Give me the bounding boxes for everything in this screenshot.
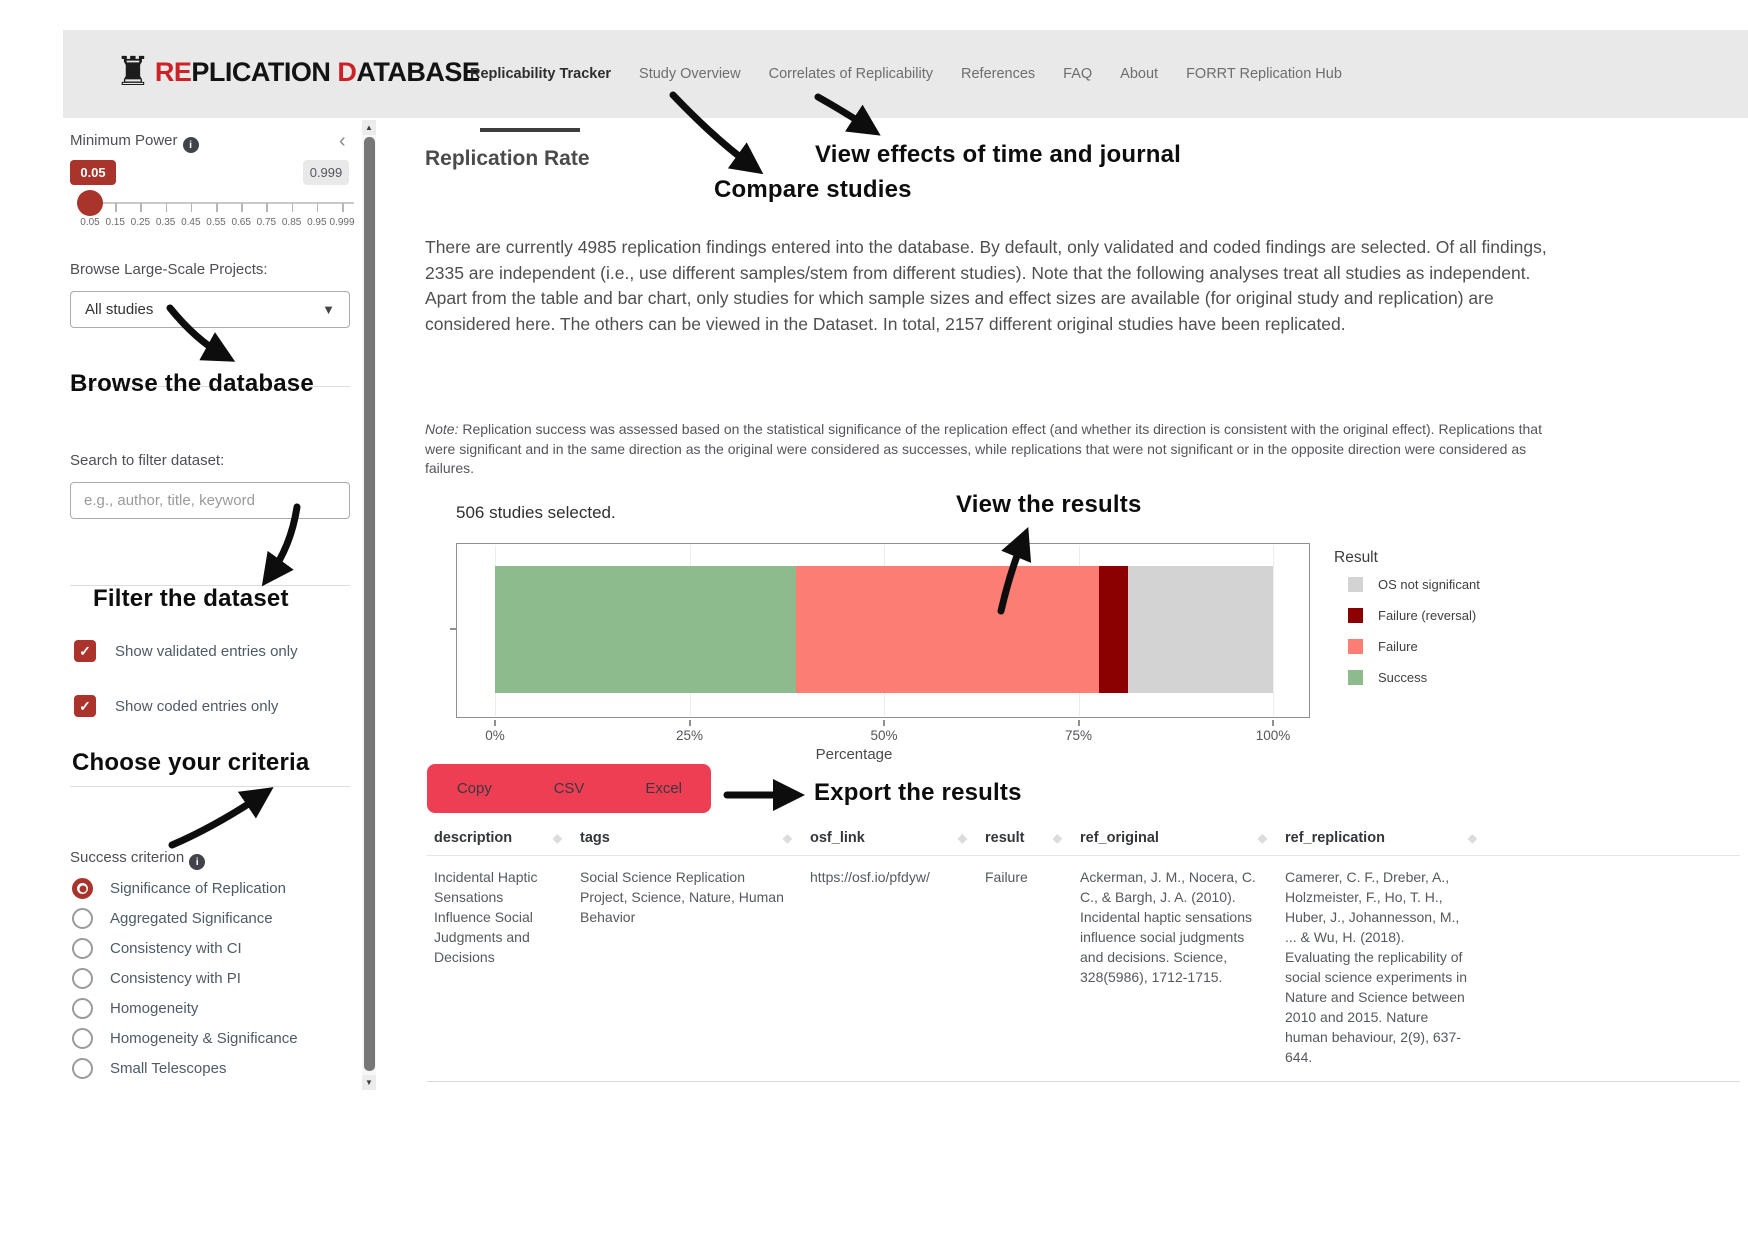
- sort-icon: ◆: [957, 831, 967, 845]
- gridline: [1273, 545, 1274, 716]
- slider-tick-label: 0.999: [329, 217, 355, 228]
- x-tick-label: 0%: [485, 728, 505, 743]
- slider-tick: [166, 203, 168, 212]
- browse-projects-label: Browse Large-Scale Projects:: [70, 261, 268, 278]
- checkbox-checked-icon: ✓: [74, 640, 96, 662]
- cell-description: Incidental Haptic Sensations Influence Social Judgments and Decisions: [434, 869, 538, 965]
- castle-rook-icon: ♜: [115, 50, 151, 94]
- legend-swatch-pink: [1348, 639, 1363, 654]
- sort-icon: ◆: [1257, 831, 1267, 845]
- bar-segment-success: [495, 566, 796, 693]
- x-tick-label: 75%: [1064, 728, 1093, 743]
- axis-tick: [1078, 720, 1080, 726]
- checkbox-coded-entries[interactable]: ✓ Show coded entries only: [74, 695, 278, 717]
- radio-icon: [72, 1028, 93, 1049]
- radio-icon: [72, 968, 93, 989]
- cell-ref-original: Ackerman, J. M., Nocera, C. C., & Bargh, J. A. (2010). Incidental haptic sensations influence social judgments and decisions. Science, 328(5986), 1712-1715.: [1080, 869, 1256, 985]
- main-nav: [470, 30, 1342, 118]
- x-tick-label: 50%: [870, 728, 898, 743]
- sort-icon: ◆: [782, 831, 792, 845]
- annotation-choose-criteria: Choose your criteria: [72, 749, 310, 776]
- radio-homogeneity[interactable]: Homogeneity: [72, 998, 298, 1019]
- legend-title: Result: [1334, 549, 1378, 566]
- slider-tick: [292, 203, 294, 212]
- cell-ref-replication: Camerer, C. F., Dreber, A., Holzmeister, F., Ho, T. H., Huber, J., Johannesson, M., ... & Wu, H. (2018). Evaluating the replicability of social science experiments in Nature and Science between 2010 and 2015. Nature human behaviour, 2(9), 637-644.: [1285, 869, 1468, 1065]
- projects-dropdown-value: All studies: [85, 301, 154, 318]
- info-icon[interactable]: i: [183, 137, 199, 153]
- cell-osf-link[interactable]: https://osf.io/pfdyw/: [810, 869, 930, 885]
- chart-plot-area: [485, 545, 1291, 743]
- filter-sidebar: [63, 118, 363, 1240]
- logo-text: REPLICATION DATABASE: [154, 56, 480, 87]
- radio-small-telescopes[interactable]: Small Telescopes: [72, 1058, 298, 1079]
- minimum-power-label: Minimum Power i: [70, 132, 199, 153]
- chevron-down-icon: ▼: [322, 302, 335, 317]
- sidebar-scrollbar[interactable]: [362, 120, 376, 1090]
- bar-segment-failure-reversal-: [1099, 566, 1128, 693]
- note-label: Note:: [425, 421, 459, 437]
- table-header-row: [427, 820, 1740, 856]
- success-criterion-label: Success criterion i: [70, 849, 205, 870]
- csv-button[interactable]: CSV: [522, 764, 617, 813]
- radio-icon: [72, 998, 93, 1019]
- collapse-sidebar-icon[interactable]: ‹: [339, 130, 346, 152]
- radio-aggregated-significance[interactable]: Aggregated Significance: [72, 908, 298, 929]
- minimum-power-slider[interactable]: [70, 190, 354, 230]
- slider-tick-label: 0.85: [281, 217, 302, 228]
- scroll-up-icon[interactable]: ▲: [362, 120, 376, 135]
- column-header-tags[interactable]: tags ◆: [580, 830, 792, 846]
- radio-consistency-pi[interactable]: Consistency with PI: [72, 968, 298, 989]
- annotation-browse-database: Browse the database: [70, 370, 314, 397]
- nav-tab-faq[interactable]: FAQ: [1063, 66, 1093, 82]
- slider-handle[interactable]: [77, 190, 103, 216]
- slider-tick: [266, 203, 268, 212]
- column-header-result[interactable]: result ◆: [985, 830, 1062, 846]
- legend-swatch-gray: [1348, 577, 1363, 592]
- slider-tick-label: 0.05: [80, 217, 100, 228]
- annotation-export-results: Export the results: [814, 779, 1022, 806]
- radio-icon: [72, 938, 93, 959]
- x-axis-title: Percentage: [815, 746, 893, 763]
- max-power-value-badge: 0.999: [303, 160, 349, 185]
- logo[interactable]: [115, 52, 479, 92]
- nav-tab-forrt-hub[interactable]: FORRT Replication Hub: [1186, 66, 1342, 82]
- search-input[interactable]: [70, 482, 350, 519]
- chart-legend: [1334, 549, 1480, 701]
- slider-tick: [317, 203, 319, 212]
- cell-tags: Social Science Replication Project, Science, Nature, Human Behavior: [580, 869, 784, 925]
- nav-tab-references[interactable]: References: [961, 66, 1036, 82]
- axis-tick: [1272, 720, 1274, 726]
- slider-tick-label: 0.75: [256, 217, 277, 228]
- radio-homogeneity-significance[interactable]: Homogeneity & Significance: [72, 1028, 298, 1049]
- slider-tick-label: 0.25: [130, 217, 151, 228]
- legend-item-failure: Failure: [1348, 639, 1480, 654]
- slider-tick-label: 0.15: [105, 217, 125, 228]
- bar-segment-os-not-significant: [1128, 566, 1273, 693]
- slider-tick: [342, 203, 344, 212]
- annotation-compare-studies: Compare studies: [714, 176, 912, 203]
- slider-tick: [216, 203, 218, 212]
- legend-swatch-green: [1348, 670, 1363, 685]
- slider-track[interactable]: [84, 202, 354, 204]
- search-filter-label: Search to filter dataset:: [70, 452, 225, 469]
- axis-tick: [494, 720, 496, 726]
- nav-tab-replicability-tracker[interactable]: Replicability Tracker: [470, 66, 612, 82]
- page-title: Replication Rate: [425, 147, 590, 170]
- sort-icon: ◆: [552, 831, 562, 845]
- nav-tab-study-overview[interactable]: Study Overview: [639, 66, 741, 82]
- replication-rate-chart: [456, 543, 1310, 743]
- column-header-description[interactable]: description ◆: [434, 830, 562, 846]
- slider-tick-label: 0.65: [231, 217, 251, 228]
- info-icon[interactable]: i: [189, 854, 205, 870]
- bar-segment-failure: [796, 566, 1099, 693]
- projects-dropdown[interactable]: [70, 291, 350, 328]
- active-tab-underline: [480, 128, 580, 132]
- results-table: [427, 820, 1740, 1082]
- y-axis-tick: [450, 628, 457, 630]
- scrollbar-thumb[interactable]: [364, 137, 375, 1071]
- radio-consistency-ci[interactable]: Consistency with CI: [72, 938, 298, 959]
- sort-icon: ◆: [1052, 831, 1062, 845]
- stacked-bar: [495, 566, 1273, 693]
- checkbox-checked-icon: ✓: [74, 695, 96, 717]
- header-bar: [63, 30, 1748, 118]
- sort-icon: ◆: [1467, 831, 1477, 845]
- table-row: [427, 856, 1740, 1082]
- x-tick-label: 25%: [675, 728, 704, 743]
- excel-button[interactable]: Excel: [616, 764, 711, 813]
- axis-tick: [883, 720, 885, 726]
- radio-selected-icon: [72, 878, 93, 899]
- export-button-group: [427, 764, 711, 813]
- annotation-view-results: View the results: [956, 491, 1142, 518]
- radio-icon: [72, 1058, 93, 1079]
- intro-paragraph: There are currently 4985 replication findings entered into the database. By default, only validated and coded findings are selected. Of all findings, 2335 are independent (i.e., use different samples/stem from different studies). Note that the following analyses treat all studies as independent. Apart from the table and bar chart, only studies for which sample sizes and effect sizes are available (for original study and replication) are considered here. The others can be viewed in the Dataset. In total, 2157 different original studies have been replicated.: [425, 237, 1547, 334]
- slider-tick-label: 0.45: [181, 217, 201, 228]
- annotation-filter-dataset: Filter the dataset: [93, 585, 289, 612]
- slider-tick-label: 0.35: [155, 217, 176, 228]
- slider-tick: [115, 203, 117, 212]
- sidebar-divider: [70, 786, 350, 787]
- radio-significance-of-replication[interactable]: Significance of Replication: [72, 878, 298, 899]
- radio-icon: [72, 908, 93, 929]
- x-tick-label: 100%: [1255, 728, 1291, 743]
- slider-tick-label: 0.55: [206, 217, 226, 228]
- copy-button[interactable]: Copy: [427, 764, 522, 813]
- checkbox-validated-entries[interactable]: ✓ Show validated entries only: [74, 640, 298, 662]
- legend-item-success: Success: [1348, 670, 1480, 685]
- slider-tick: [241, 203, 243, 212]
- annotation-view-effects: View effects of time and journal: [815, 141, 1182, 168]
- legend-swatch-darkred: [1348, 608, 1363, 623]
- note-paragraph: Note: Replication success was assessed based on the statistical significance of the replication effect (and whether its direction is consistent with the original effect). Replications that were significant and in the same direction as the original were considered as successes, while replications that were not significant or in the opposite direction were considered as failures.: [425, 421, 1542, 476]
- slider-tick: [140, 203, 142, 212]
- column-header-ref-original[interactable]: ref_original ◆: [1080, 830, 1267, 846]
- slider-tick-label: 0.95: [307, 217, 327, 228]
- legend-item-failure-reversal: Failure (reversal): [1348, 608, 1480, 623]
- studies-selected-count: 506 studies selected.: [456, 503, 616, 522]
- axis-tick: [689, 720, 691, 726]
- success-criterion-radios: [72, 878, 298, 1079]
- legend-item-os-not-significant: OS not significant: [1348, 577, 1480, 592]
- scroll-down-icon[interactable]: ▼: [362, 1075, 376, 1090]
- min-power-value-badge: 0.05: [70, 160, 116, 185]
- slider-tick: [191, 203, 193, 212]
- nav-tab-about[interactable]: About: [1120, 66, 1159, 82]
- column-header-osf-link[interactable]: osf_link ◆: [810, 830, 967, 846]
- nav-tab-correlates[interactable]: Correlates of Replicability: [768, 66, 933, 82]
- cell-result: Failure: [985, 869, 1028, 885]
- column-header-ref-replication[interactable]: ref_replication ◆: [1285, 830, 1477, 846]
